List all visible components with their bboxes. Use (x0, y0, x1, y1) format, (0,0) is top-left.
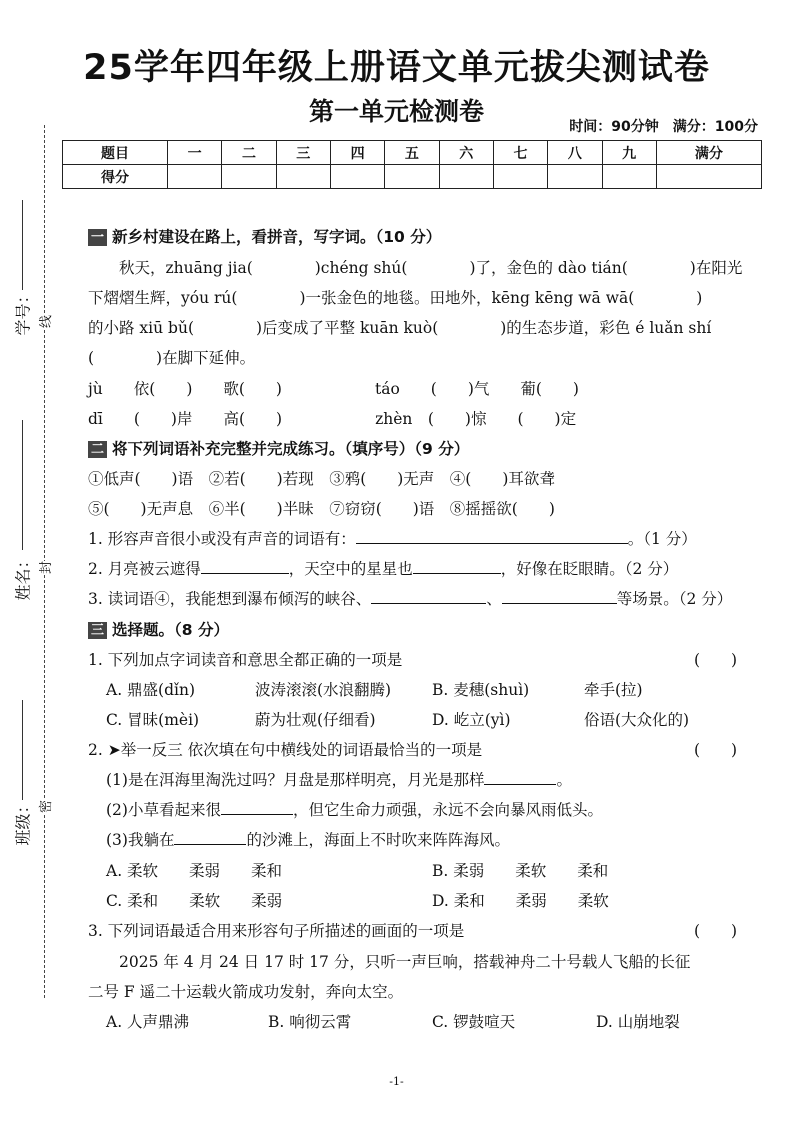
option[interactable]: B. 响彻云霄 (268, 1013, 352, 1031)
option-detail: 蔚为壮观(仔细看) (255, 711, 376, 729)
score-input-cell[interactable] (602, 165, 656, 189)
option[interactable]: B. 麦穗(shuì) (432, 681, 530, 699)
s2-question: 3. 读词语④，我能想到瀑布倾泻的峡谷、 、 等场景。（2 分） (88, 590, 733, 608)
option[interactable]: A. 鼎盛(dǐn) (106, 681, 196, 699)
s2-options-line: ①低声( )语 ②若( )若现 ③鸦( )无声 ④( )耳欲聋 (88, 470, 555, 488)
section-heading-text: 选择题。（8 分） (112, 621, 229, 639)
score-table-score-row (63, 165, 762, 189)
student-id-label: 学号： (13, 287, 33, 336)
sentence: (2)小草看起来很 ，但它生命力顽强，永远不会向暴风雨低头。 (106, 801, 603, 819)
score-input-cell[interactable] (656, 165, 761, 189)
score-row-label: 得分 (63, 165, 168, 189)
seal-mark-line: 线 (33, 315, 56, 328)
exam-subtitle: 第一单元检测卷 (308, 97, 484, 126)
option[interactable]: D. 山崩地裂 (596, 1013, 680, 1031)
score-cell: 满分 (656, 141, 761, 165)
s1-line: 下熠熠生辉，yóu rú( )一张金色的地毯。田地外，kēng kēng wā wā( ) (88, 289, 703, 307)
option[interactable]: C. 锣鼓喧天 (432, 1013, 516, 1031)
answer-blank[interactable] (221, 800, 293, 815)
class-line[interactable] (22, 700, 23, 800)
score-input-cell[interactable] (276, 165, 330, 189)
sentence: (3)我躺在 的沙滩上，海面上不时吹来阵阵海风。 (106, 831, 510, 849)
option[interactable]: A. 人声鼎沸 (106, 1013, 190, 1031)
option[interactable]: D. 屹立(yì) (432, 711, 511, 729)
s1-line: 的小路 xiū bǔ( )后变成了平整 kuān kuò( )的生态步道，彩色 é luǎn shí (88, 319, 712, 337)
s2-question: 1. 形容声音很小或没有声音的词语有： 。（1 分） (88, 530, 697, 548)
seal-mark-seal: 封 (33, 561, 56, 574)
option[interactable]: B. 柔弱 柔软 柔和 (432, 862, 609, 880)
score-cell: 二 (222, 141, 276, 165)
option-detail: 俗语(大众化的) (584, 711, 690, 729)
score-input-cell[interactable] (548, 165, 602, 189)
s1-line: jù 依( ) 歌( ) táo ( )气 葡( ) (88, 380, 579, 398)
passage-line: 二号 F 遥二十运载火箭成功发射，奔向太空。 (88, 983, 404, 1001)
class-label: 班级： (13, 797, 33, 846)
exam-time-and-score: 时间：90分钟 满分：100分 (569, 119, 758, 135)
score-input-cell[interactable] (493, 165, 547, 189)
answer-blank[interactable] (484, 770, 556, 785)
answer-blank[interactable] (413, 559, 501, 574)
option-detail: 牵手(拉) (584, 681, 643, 699)
score-cell: 一 (168, 141, 222, 165)
section-number: 一 (88, 229, 107, 246)
name-label: 姓名： (13, 552, 33, 601)
section-heading-text: 新乡村建设在路上，看拼音，写字词。（10 分） (112, 228, 442, 246)
score-cell: 三 (276, 141, 330, 165)
s2-options-line: ⑤( )无声息 ⑥半( )半昧 ⑦窃窃( )语 ⑧摇摇欲( ) (88, 500, 555, 518)
answer-paren[interactable]: ( ) (694, 922, 738, 940)
page-number: -1- (389, 1075, 404, 1088)
section-number: 二 (88, 441, 107, 458)
s3-question-3: 3. 下列词语最适合用来形容句子所描述的画面的一项是 (88, 922, 465, 940)
name-line[interactable] (22, 420, 23, 550)
answer-blank[interactable] (356, 529, 628, 544)
score-cell: 六 (439, 141, 493, 165)
s1-line: dī ( )岸 高( ) zhèn ( )惊 ( )定 (88, 410, 577, 428)
score-cell: 四 (330, 141, 384, 165)
option-detail: 波涛滚滚(水浪翻腾) (255, 681, 392, 699)
answer-blank[interactable] (201, 559, 289, 574)
score-input-cell[interactable] (439, 165, 493, 189)
score-input-cell[interactable] (385, 165, 439, 189)
answer-blank[interactable] (174, 830, 246, 845)
option[interactable]: D. 柔和 柔弱 柔软 (432, 892, 609, 910)
s1-line: 秋天，zhuāng jia( )chéng shú( )了，金色的 dào tián( )在阳光 (88, 259, 743, 277)
score-input-cell[interactable] (330, 165, 384, 189)
option[interactable]: C. 冒昧(mèi) (106, 711, 200, 729)
s3-question-2: 2. ➤举一反三 依次填在句中横线处的词语最恰当的一项是 (88, 741, 483, 759)
s3-question-1: 1. 下列加点字词读音和意思全都正确的一项是 (88, 651, 403, 669)
score-cell: 五 (385, 141, 439, 165)
score-cell: 九 (602, 141, 656, 165)
score-table-header-row (63, 141, 762, 165)
section-3-heading (88, 618, 229, 640)
section-1-heading (88, 225, 441, 247)
answer-blank[interactable] (371, 589, 486, 604)
seal-mark-secret: 密 (33, 800, 56, 813)
score-table (62, 140, 762, 189)
s1-line: ( )在脚下延伸。 (88, 349, 256, 367)
score-cell: 八 (548, 141, 602, 165)
score-input-cell[interactable] (222, 165, 276, 189)
answer-paren[interactable]: ( ) (694, 741, 738, 759)
passage-line: 2025 年 4 月 24 日 17 时 17 分，只听一声巨响，搭载神舟二十号载人飞船的长征 (88, 953, 691, 971)
answer-blank[interactable] (502, 589, 617, 604)
score-cell: 七 (493, 141, 547, 165)
section-heading-text: 将下列词语补充完整并完成练习。（填序号）（9 分） (112, 440, 470, 458)
section-2-heading (88, 437, 469, 459)
answer-paren[interactable]: ( ) (694, 651, 738, 669)
section-number: 三 (88, 622, 107, 639)
score-cell: 题目 (63, 141, 168, 165)
score-input-cell[interactable] (168, 165, 222, 189)
s2-question: 2. 月亮被云遮得 ，天空中的星星也 ，好像在眨眼睛。（2 分） (88, 560, 679, 578)
exam-title: 25学年四年级上册语文单元拔尖测试卷 (83, 48, 710, 88)
option[interactable]: A. 柔软 柔弱 柔和 (106, 862, 283, 880)
student-id-line[interactable] (22, 200, 23, 290)
option[interactable]: C. 柔和 柔软 柔弱 (106, 892, 283, 910)
sentence: (1)是在洱海里淘洗过吗？月盘是那样明亮，月光是那样 。 (106, 771, 572, 789)
